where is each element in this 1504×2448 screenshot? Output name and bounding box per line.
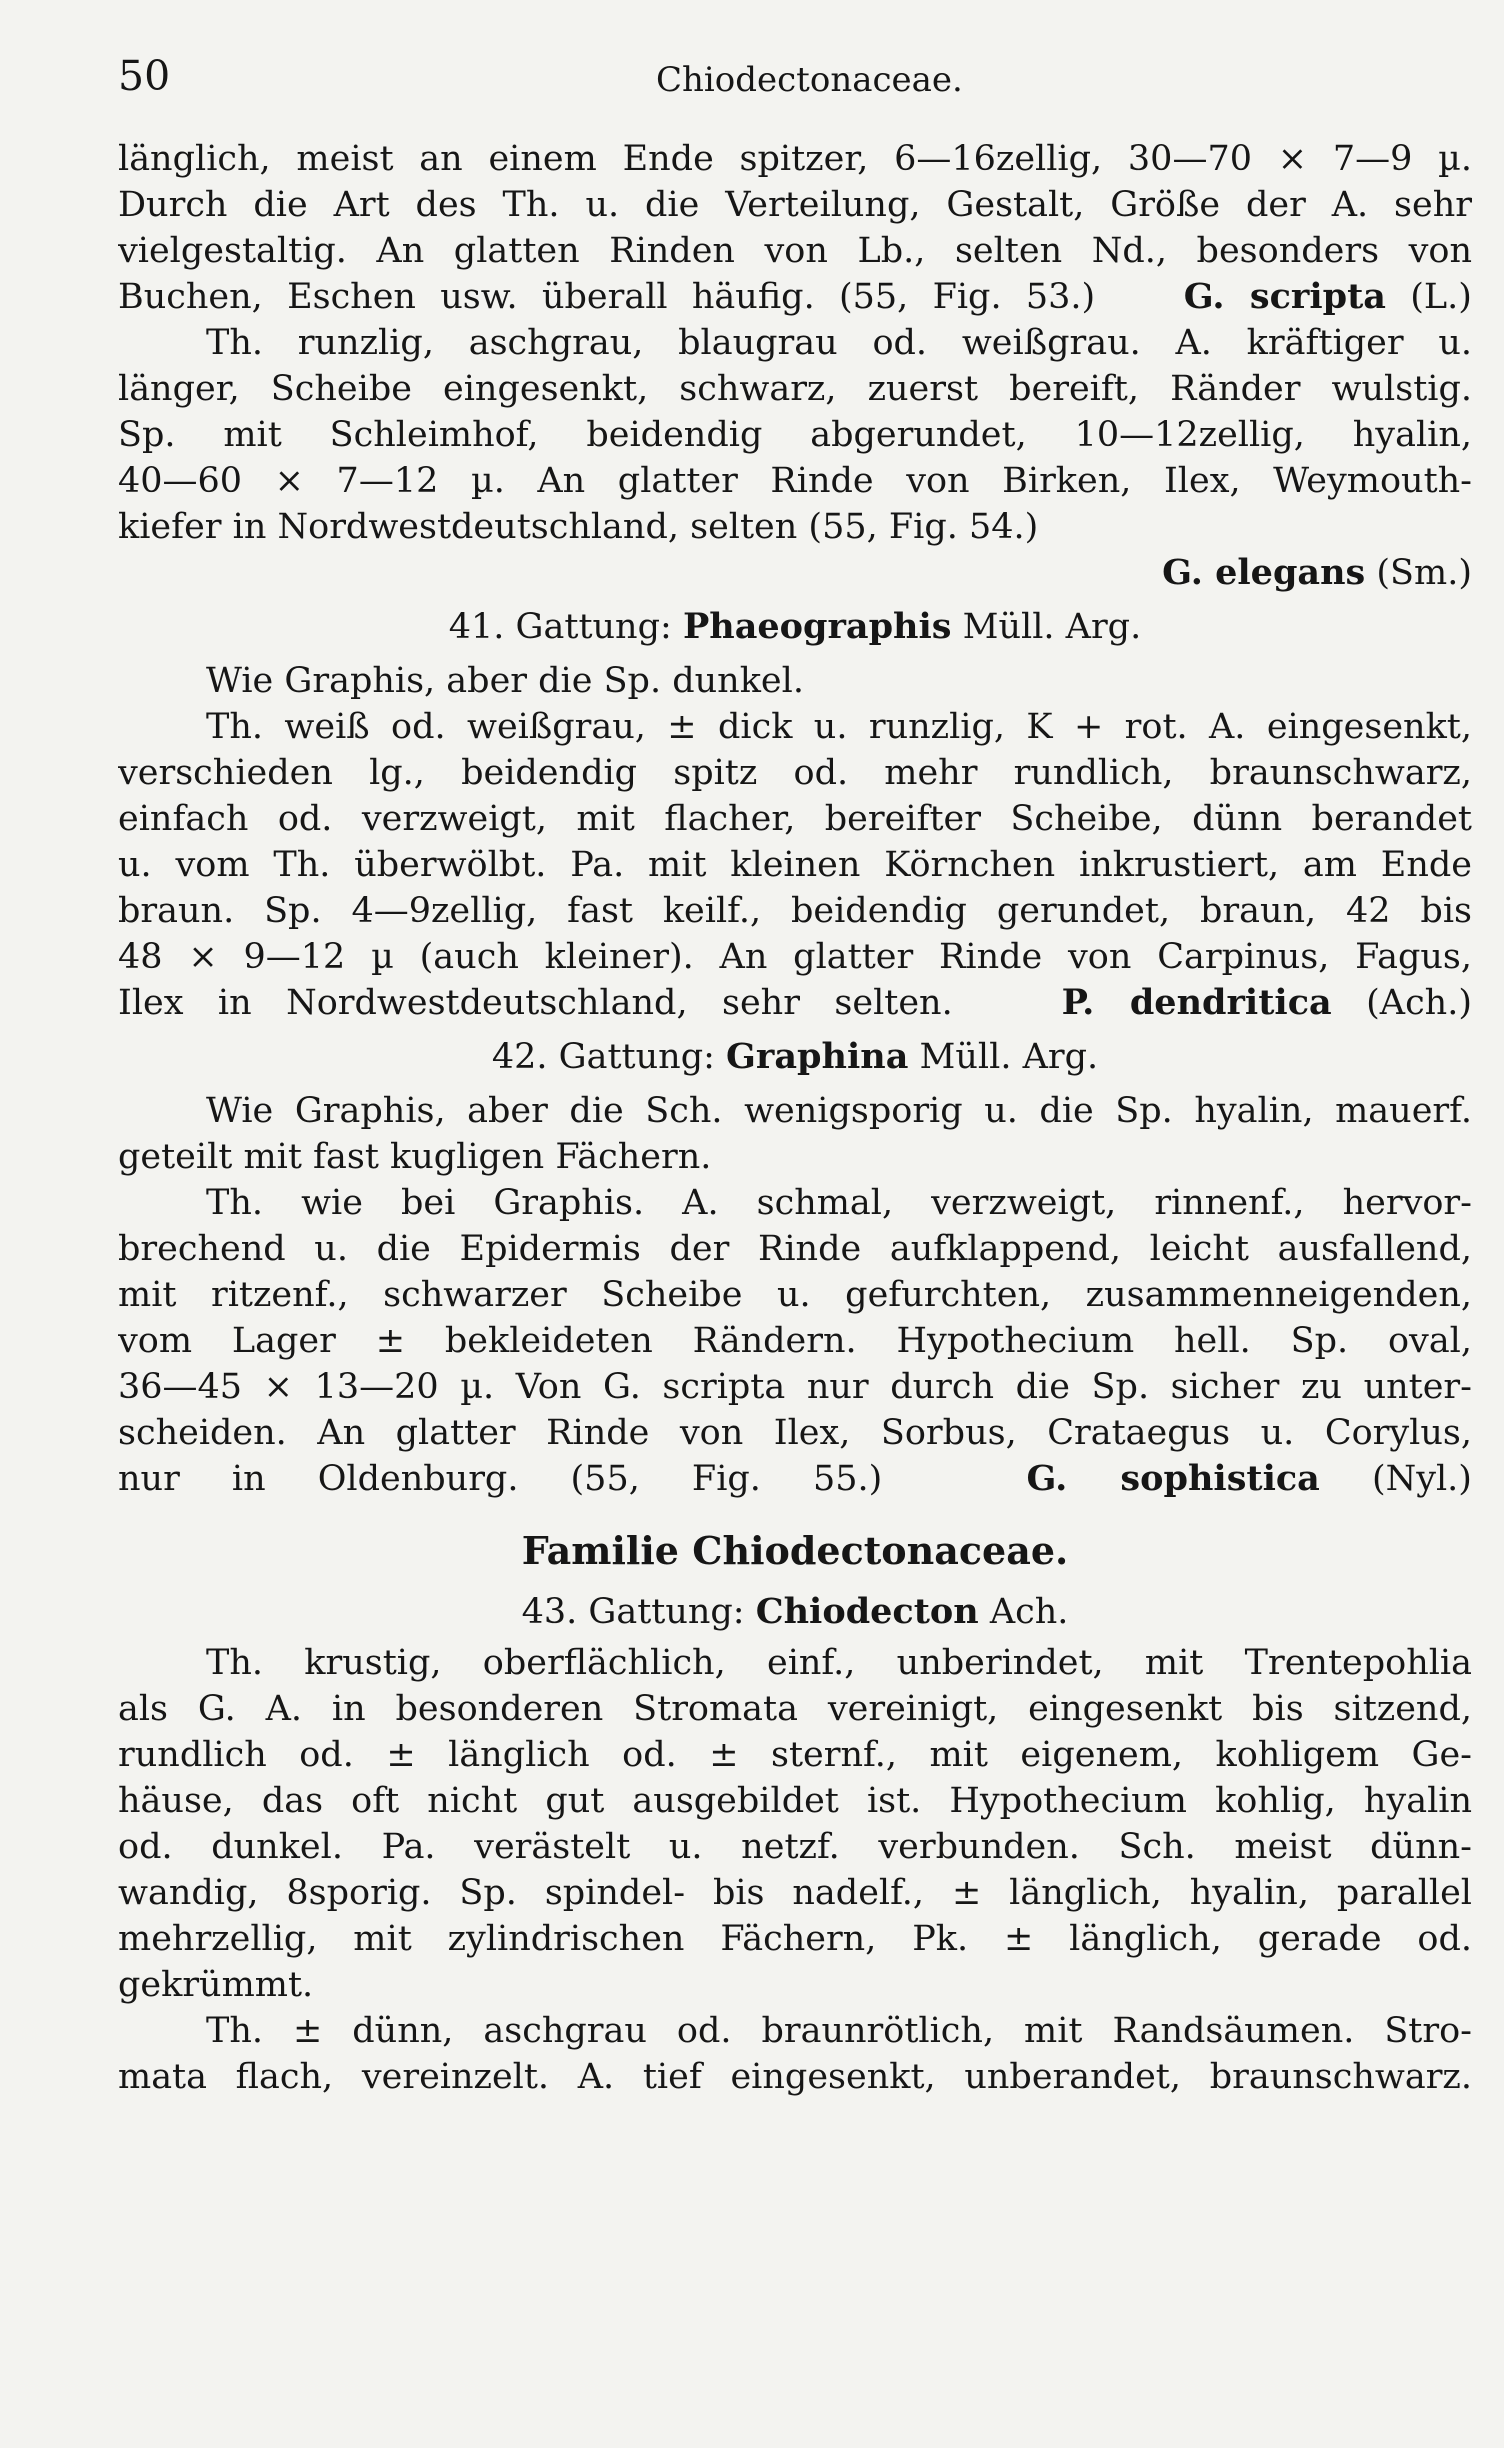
text-line: einfach od. verzweigt, mit flacher, bereifter Scheibe, dünn berandet	[118, 799, 1472, 839]
species-line	[118, 550, 1472, 596]
page-header	[118, 52, 1472, 112]
genus-number: 41. Gattung:	[448, 607, 672, 647]
text-line: länger, Scheibe eingesenkt, schwarz, zuerst bereift, Ränder wulstig.	[118, 369, 1472, 409]
genus-author: Ach.	[989, 1592, 1069, 1632]
text-line: kiefer in Nordwestdeutschland, selten (55, Fig. 54.)	[118, 507, 1039, 547]
text-line: häuse, das oft nicht gut ausgebildet ist. Hypothecium kohlig, hyalin	[118, 1781, 1472, 1821]
text-line: verschieden lg., beidendig spitz od. mehr rundlich, braunschwarz,	[118, 753, 1472, 793]
species-name: P. dendritica	[1061, 982, 1332, 1023]
genus-name: Graphina	[726, 1036, 909, 1077]
text-line: geteilt mit fast kugligen Fächern.	[118, 1137, 712, 1177]
text-line	[118, 980, 1472, 1026]
genus-name: Chiodecton	[755, 1591, 979, 1632]
species-author: (Sm.)	[1376, 553, 1472, 593]
text-line: Wie Graphis, aber die Sch. wenigsporig u. die Sp. hyalin, mauerf.	[206, 1091, 1472, 1131]
genus-heading	[118, 1026, 1472, 1088]
text-line: vielgestaltig. An glatten Rinden von Lb., selten Nd., besonders von	[118, 231, 1472, 271]
text-line: länglich, meist an einem Ende spitzer, 6—16zellig, 30—70 × 7—9 µ.	[118, 139, 1472, 179]
text-fragment: nur in Oldenburg. (55, Fig. 55.)	[118, 1459, 883, 1499]
text-line: Th. runzlig, aschgrau, blaugrau od. weißgrau. A. kräftiger u.	[206, 323, 1472, 363]
family-heading: Familie Chiodectonaceae.	[521, 1528, 1069, 1573]
text-line: Th. krustig, oberflächlich, einf., unberindet, mit Trentepohlia	[206, 1643, 1472, 1683]
species-author: (Ach.)	[1366, 983, 1472, 1023]
text-fragment: Buchen, Eschen usw. überall häufig. (55, Fig. 53.)	[118, 277, 1096, 317]
genus-heading	[118, 596, 1472, 658]
text-line: mehrzellig, mit zylindrischen Fächern, Pk. ± länglich, gerade od.	[118, 1919, 1472, 1959]
text-line: braun. Sp. 4—9zellig, fast keilf., beidendig gerundet, braun, 42 bis	[118, 891, 1472, 931]
genus-number: 42. Gattung:	[491, 1037, 715, 1077]
text-line: gekrümmt.	[118, 1965, 314, 2005]
text-line: mata flach, vereinzelt. A. tief eingesenkt, unberandet, braunschwarz.	[118, 2057, 1472, 2097]
text-line: Th. weiß od. weißgrau, ± dick u. runzlig, K + rot. A. eingesenkt,	[206, 707, 1472, 747]
text-line: Wie Graphis, aber die Sp. dunkel.	[206, 661, 804, 701]
text-line: brechend u. die Epidermis der Rinde aufklappend, leicht ausfallend,	[118, 1229, 1472, 1269]
text-line: Sp. mit Schleimhof, beidendig abgerundet, 10—12zellig, hyalin,	[118, 415, 1472, 455]
text-line: Th. wie bei Graphis. A. schmal, verzweigt, rinnenf., hervor-	[206, 1183, 1472, 1223]
species-name: G. elegans	[1162, 552, 1366, 593]
text-line	[118, 1456, 1472, 1502]
text-line: 36—45 × 13—20 µ. Von G. scripta nur durch die Sp. sicher zu unter-	[118, 1367, 1472, 1407]
genus-author: Müll. Arg.	[962, 607, 1142, 647]
page-number: 50	[118, 52, 171, 100]
text-line	[118, 274, 1472, 320]
genus-author: Müll. Arg.	[919, 1037, 1099, 1077]
text-line: vom Lager ± bekleideten Rändern. Hypothecium hell. Sp. oval,	[118, 1321, 1472, 1361]
text-line: 48 × 9—12 µ (auch kleiner). An glatter Rinde von Carpinus, Fagus,	[118, 937, 1472, 977]
text-line: mit ritzenf., schwarzer Scheibe u. gefurchten, zusammenneigenden,	[118, 1275, 1472, 1315]
text-line: 40—60 × 7—12 µ. An glatter Rinde von Birken, Ilex, Weymouth-	[118, 461, 1472, 501]
species-author: (L.)	[1410, 277, 1472, 317]
genus-name: Phaeographis	[682, 606, 952, 647]
body-text	[118, 136, 1472, 2100]
text-fragment: Ilex in Nordwestdeutschland, sehr selten.	[118, 983, 953, 1023]
text-line: od. dunkel. Pa. verästelt u. netzf. verbunden. Sch. meist dünn-	[118, 1827, 1472, 1867]
text-line: als G. A. in besonderen Stromata vereinigt, eingesenkt bis sitzend,	[118, 1689, 1472, 1729]
species-name: G. scripta	[1183, 276, 1386, 317]
species-author: (Nyl.)	[1371, 1459, 1472, 1499]
text-line: Durch die Art des Th. u. die Verteilung, Gestalt, Größe der A. sehr	[118, 185, 1472, 225]
text-line: scheiden. An glatter Rinde von Ilex, Sorbus, Crataegus u. Corylus,	[118, 1413, 1472, 1453]
species-name: G. sophistica	[1026, 1458, 1320, 1499]
text-line: wandig, 8sporig. Sp. spindel- bis nadelf., ± länglich, hyalin, parallel	[118, 1873, 1472, 1913]
running-title: Chiodectonaceae.	[656, 60, 963, 100]
text-line: u. vom Th. überwölbt. Pa. mit kleinen Körnchen inkrustiert, am Ende	[118, 845, 1472, 885]
genus-heading	[118, 1584, 1472, 1640]
genus-number: 43. Gattung:	[521, 1592, 745, 1632]
text-line: Th. ± dünn, aschgrau od. braunrötlich, mit Randsäumen. Stro-	[206, 2011, 1472, 2051]
text-line: rundlich od. ± länglich od. ± sternf., mit eigenem, kohligem Ge-	[118, 1735, 1472, 1775]
